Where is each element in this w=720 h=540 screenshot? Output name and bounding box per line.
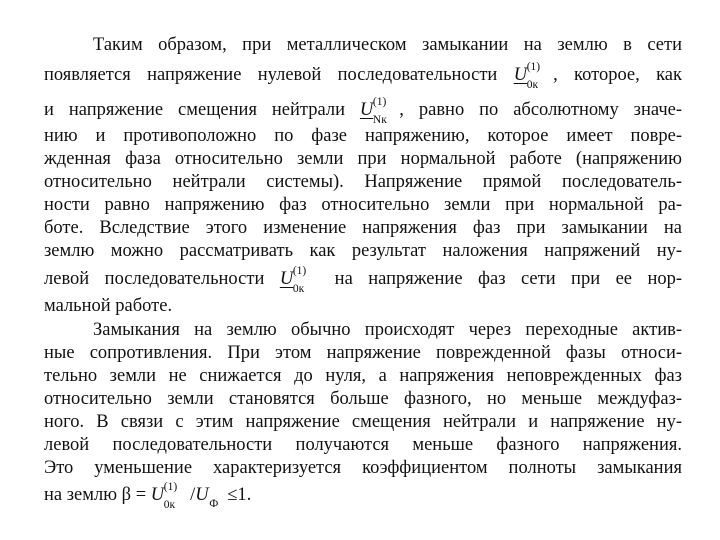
text-line: ности равно напряжению фаз относительно земли при нормальной ра- — [44, 195, 682, 215]
text-line: относительно земли становятся больше фазного, но меньше междуфаз- — [44, 389, 682, 409]
text-span: и напряжение смещения нейтрали — [44, 100, 345, 120]
text-line: Таким образом, при металлическом замыкании на землю в сети — [93, 35, 682, 55]
text-line: боте. Вследствие этого изменение напряжения фаз при замыкании на — [44, 218, 682, 238]
math-unk-superscript: U (1) Nк — [359, 96, 387, 126]
text-line — [44, 61, 683, 91]
text-line: нию и противоположно по фазе напряжению, которое имеет повре- — [44, 126, 682, 146]
fill-factor-formula: β = U (1) 0к /U Ф ≤1. — [121, 481, 252, 511]
text-line — [44, 481, 682, 511]
math-u0k-superscript: U (1) 0к — [513, 61, 541, 91]
text-line: относительно нейтрали системы). Напряжение прямой последователь- — [44, 172, 682, 192]
text-line: ного. В связи с этим напряжение смещения нейтрали и напряжение ну- — [44, 412, 682, 432]
math-u0k-superscript: U (1) 0к — [279, 265, 307, 295]
text-span: на землю — [44, 485, 118, 505]
text-line: ные сопротивления. При этом напряжение поврежденной фазы относи- — [44, 343, 682, 363]
text-line — [44, 265, 683, 295]
text-line: Это уменьшение характеризуется коэффициентом полноты замыкания — [44, 458, 682, 478]
text-line: Замыкания на землю обычно происходят через переходные актив- — [93, 320, 682, 340]
text-line: жденная фаза относительно земли при нормальной работе (напряжению — [44, 149, 682, 169]
text-line: левой последовательности получаются меньше фазного напряжения. — [44, 435, 682, 455]
text-span: , которое, как — [553, 65, 683, 85]
text-line: мальной работе. — [44, 296, 173, 316]
text-span: появляется напряжение нулевой последовательности — [44, 65, 498, 85]
text-line — [44, 96, 683, 126]
text-span: , равно по абсолютному значе- — [399, 100, 683, 120]
text-span: на напряжение фаз сети при ее нор- — [334, 269, 683, 289]
text-line: землю можно рассматривать как результат наложения напряжений ну- — [44, 241, 682, 261]
text-line: тельно земли не снижается до нуля, а напряжения неповрежденных фаз — [44, 366, 682, 386]
text-span: левой последовательности — [44, 269, 265, 289]
